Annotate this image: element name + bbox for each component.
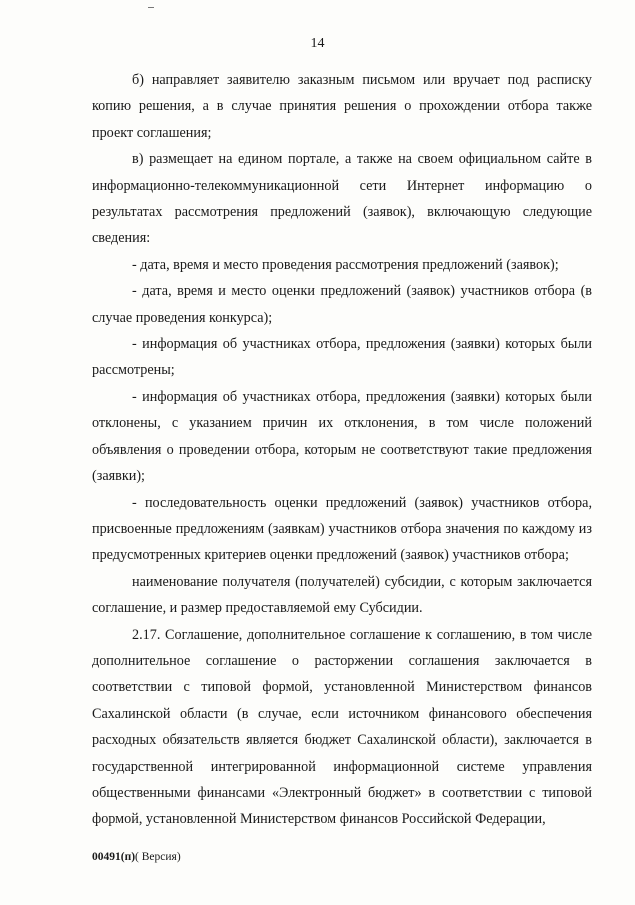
document-body (92, 67, 592, 833)
paragraph-v: в) размещает на едином портале, а также на своем официальном сайте в информационно-телекоммуникационной сети Интернет информацию о результатах рассмотрения предложений (заявок), включающую следующие сведения: (92, 151, 592, 247)
list-item: - дата, время и место оценки предложений (заявок) участников отбора (в случае проведения конкурса); (92, 283, 592, 326)
list-item: - информация об участниках отбора, предложения (заявки) которых были рассмотрены; (92, 336, 592, 379)
document-code: 00491(п) (92, 851, 136, 863)
list-item: - дата, время и место проведения рассмотрения предложений (заявок); (132, 256, 559, 273)
document-version: ( Версия) (135, 851, 181, 863)
scan-speck (148, 7, 154, 8)
page-number: 14 (310, 36, 325, 51)
list-item: наименование получателя (получателей) субсидии, с которым заключается соглашение, и размер предоставляемой ему Субсидии. (92, 573, 592, 617)
paragraph-2-17: 2.17. Соглашение, дополнительное соглашение к соглашению, в том числе дополнительное соглашение о расторжении соглашения заключается в соответствии с типовой формой, установленной Министерством финансов Сахалинской области (в случае, если источником финансового обеспечения расходных обязательств является бюджет Сахалинской области), заключается в государственной интегрированной информационной системе управления общественными финансами «Электронный бюджет» в соответствии с типовой формой, установленной Министерством финансов Российской Федерации, (92, 626, 592, 828)
list-item: - последовательность оценки предложений (заявок) участников отбора, присвоенные предложениям (заявкам) участников отбора значения по каждому из предусмотренных критериев оценки предложений (заявок) участников отбора; (92, 494, 592, 564)
list-item: - информация об участниках отбора, предложения (заявки) которых были отклонены, с указанием причин их отклонения, в том числе положений объявления о проведении отбора, которым не соответствуют такие предложения (заявки); (92, 388, 592, 485)
paragraph-b: б) направляет заявителю заказным письмом или вручает под расписку копию решения, а в случае принятия решения о прохождении отбора также проект соглашения; (92, 72, 592, 141)
document-footer (92, 851, 181, 863)
